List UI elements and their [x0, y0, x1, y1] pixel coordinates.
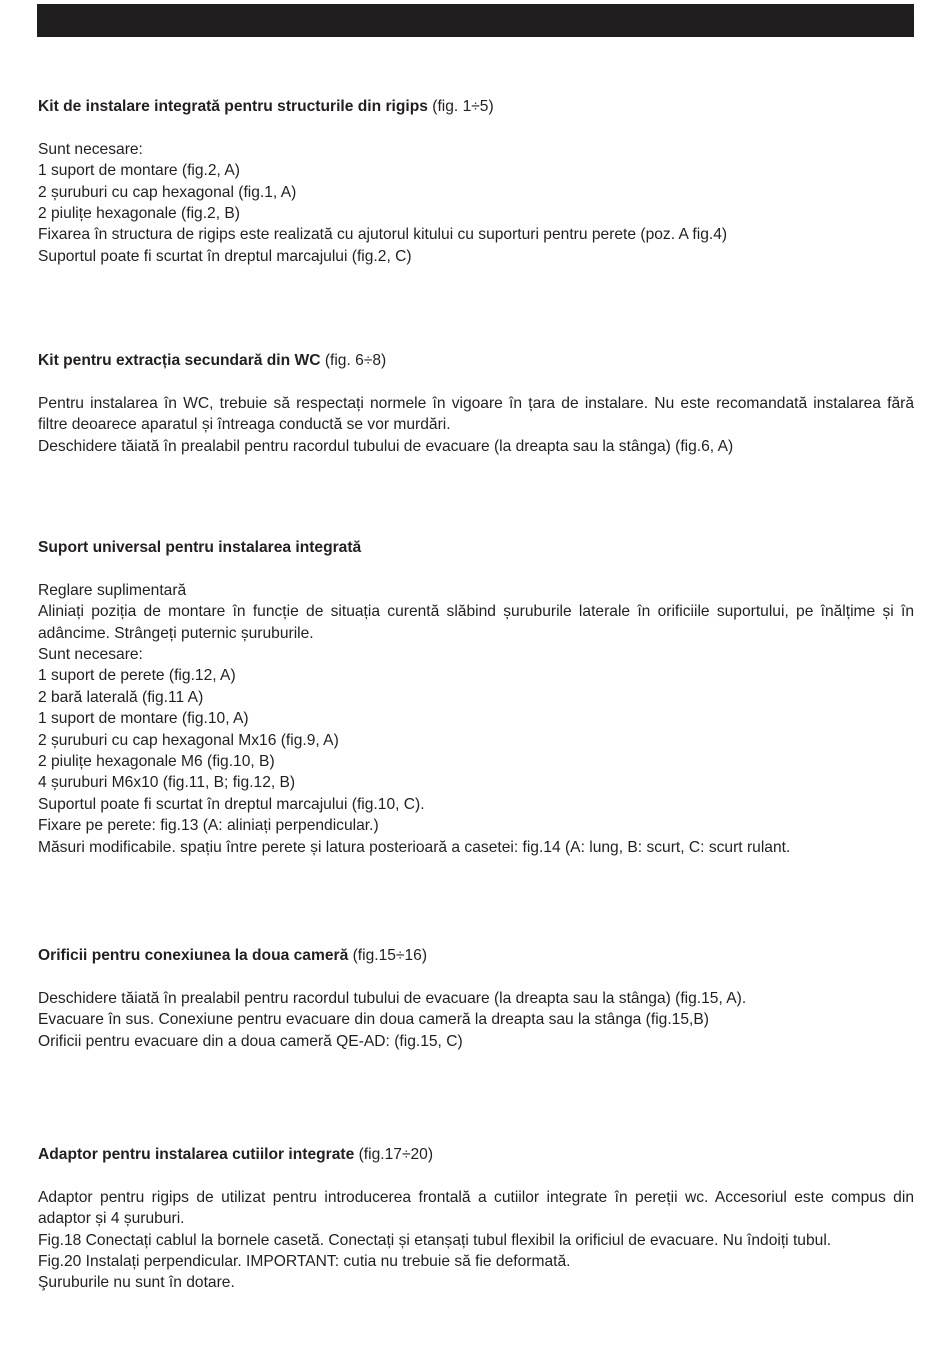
section-title: Kit de instalare integrată pentru structurile din rigips	[38, 98, 428, 115]
text-line: Fixare pe perete: fig.13 (A: aliniați perpendicular.)	[38, 817, 379, 835]
text-line: Orificii pentru evacuare din a doua cameră QE-AD: (fig.15, C)	[38, 1032, 463, 1050]
section-heading	[38, 1144, 914, 1165]
section-heading	[38, 945, 914, 966]
text-line: 2 șuruburi cu cap hexagonal Mx16 (fig.9, A)	[38, 731, 339, 749]
text-line: Fixarea în structura de rigips este realizată cu ajutorul kitului cu suporturi pentru perete (poz. A fig.4)	[38, 226, 728, 244]
text-line: 1 suport de montare (fig.10, A)	[38, 710, 249, 728]
text-paragraph: Pentru instalarea în WC, trebuie să respectați normele în vigoare în țara de instalare. Nu este recomandată instalarea fără filtre deoarece aparatul și întreaga conductă se vor murdări.	[38, 394, 914, 434]
section-second-chamber-holes	[38, 945, 914, 1052]
text-paragraph: Adaptor pentru rigips de utilizat pentru introducerea frontală a cutiilor integrate în pereții wc. Accesoriul este compus din adaptor și 4 șuruburi.	[38, 1188, 914, 1228]
section-heading	[38, 537, 914, 558]
section-figure-ref: (fig. 1÷5)	[427, 98, 494, 115]
section-drywall-kit	[38, 96, 914, 267]
text-line: Reglare suplimentară	[38, 581, 187, 599]
section-title: Suport universal pentru instalarea integrată	[38, 539, 362, 556]
text-line: 2 șuruburi cu cap hexagonal (fig.1, A)	[38, 183, 297, 201]
section-title: Orificii pentru conexiunea la doua cameră	[38, 947, 349, 964]
text-line: 1 suport de perete (fig.12, A)	[38, 667, 236, 685]
text-line: Suportul poate fi scurtat în dreptul marcajului (fig.10, C).	[38, 795, 425, 813]
text-line: 4 șuruburi M6x10 (fig.11, B; fig.12, B)	[38, 774, 296, 792]
text-line: Şuruburile nu sunt în dotare.	[38, 1274, 235, 1292]
text-line: Sunt necesare:	[38, 646, 143, 664]
section-title: Kit pentru extracția secundară din WC	[38, 352, 321, 369]
text-line: 2 piulițe hexagonale (fig.2, B)	[38, 205, 240, 223]
section-figure-ref: (fig.17÷20)	[354, 1146, 434, 1163]
section-wc-extraction-kit	[38, 350, 914, 457]
section-universal-support	[38, 537, 914, 858]
section-title: Adaptor pentru instalarea cutiilor integrate	[38, 1146, 355, 1163]
header-bar	[37, 4, 914, 37]
text-paragraph: Aliniați poziția de montare în funcție de situația curentă slăbind șuruburile laterale în orificiile suportului, pe înălțime și în adâncime. Strângeți puternic șuruburile.	[38, 603, 914, 642]
section-heading	[38, 350, 914, 371]
section-figure-ref: (fig. 6÷8)	[320, 352, 387, 369]
section-heading	[38, 96, 914, 117]
text-line: Evacuare în sus. Conexiune pentru evacuare din doua cameră la dreapta sau la stânga (fig.15,B)	[38, 1011, 709, 1029]
section-integrated-box-adaptor	[38, 1144, 914, 1294]
text-line: Deschidere tăiată în prealabil pentru racordul tubului de evacuare (la dreapta sau la stânga) (fig.6, A)	[38, 437, 734, 455]
text-line: 2 bară laterală (fig.11 A)	[38, 688, 204, 706]
section-figure-ref: (fig.15÷16)	[348, 947, 428, 964]
text-line: 1 suport de montare (fig.2, A)	[38, 162, 240, 180]
text-line: Fig.20 Instalați perpendicular. IMPORTANT: cutia nu trebuie să fie deformată.	[38, 1253, 571, 1271]
text-line: Suportul poate fi scurtat în dreptul marcajului (fig.2, C)	[38, 247, 412, 265]
text-line: Deschidere tăiată în prealabil pentru racordul tubului de evacuare (la dreapta sau la stânga) (fig.15, A).	[38, 989, 747, 1007]
text-line: Măsuri modificabile. spațiu între perete și latura posterioară a casetei: fig.14 (A: lung, B: scurt, C: scurt rulant.	[38, 838, 791, 856]
text-line: 2 piulițe hexagonale M6 (fig.10, B)	[38, 753, 275, 771]
text-paragraph: Fig.18 Conectați cablul la bornele casetă. Conectați și etanșați tubul flexibil la orificiul de evacuare. Nu îndoiți tubul.	[38, 1231, 832, 1249]
text-line: Sunt necesare:	[38, 140, 143, 158]
